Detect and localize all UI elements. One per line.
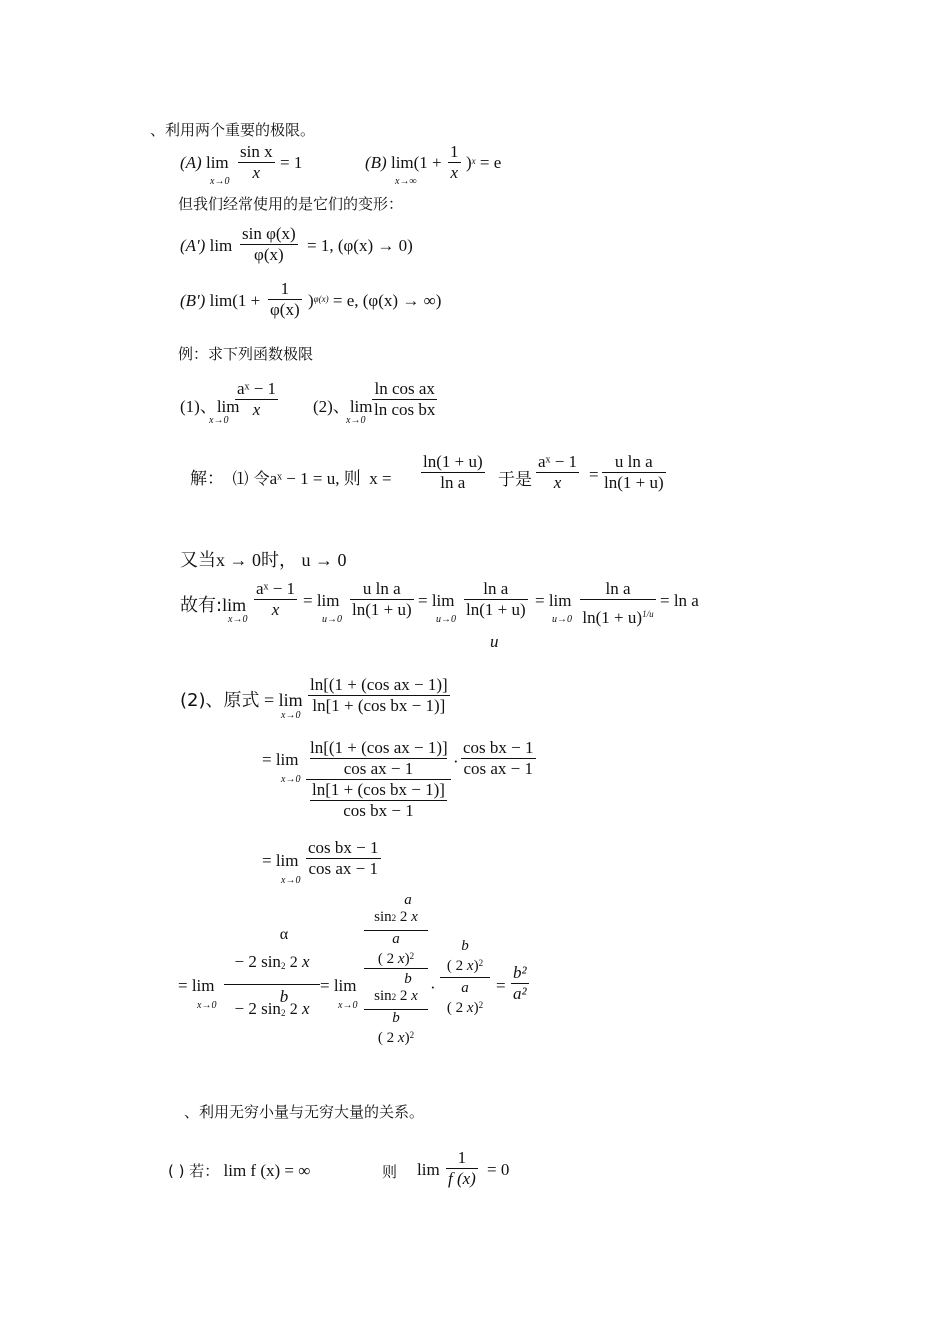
fraction xyxy=(421,452,485,493)
upper-block xyxy=(364,892,428,969)
hence-line: 故有:lim xyxy=(180,595,247,616)
denominator xyxy=(224,985,320,1027)
fraction xyxy=(254,579,297,620)
lower-part xyxy=(306,780,451,821)
a-half-sq: a ( 2 x)$^2$ xyxy=(364,930,428,968)
condition-expr: x → 0时， u → 0 xyxy=(216,550,347,570)
equals: = e xyxy=(479,153,502,172)
limit-subscript: x→0 xyxy=(210,176,230,187)
exponent: φ(x) xyxy=(313,294,329,304)
condition: = e, (φ(x) → ∞) xyxy=(332,291,442,310)
limit-subscript: x→0 xyxy=(228,614,248,625)
equals-lim: = lim xyxy=(418,591,455,610)
ratio-fraction xyxy=(440,938,490,1017)
fraction xyxy=(306,838,381,879)
numerator: sin x xyxy=(240,142,273,161)
fraction xyxy=(511,963,529,1004)
problem-label: (2)、 xyxy=(313,397,350,416)
compound-fraction xyxy=(306,738,451,821)
formula-label: (B) xyxy=(365,153,387,172)
sine-sq-b: b sin2 2 x xyxy=(374,971,418,1004)
condition: = 1, (φ(x) → 0) xyxy=(307,236,413,255)
denominator: ln cos bx xyxy=(374,400,436,419)
sine-sq-a: sin2 2 x xyxy=(374,909,418,925)
denominator: x xyxy=(271,600,280,619)
equals-zero: = 0 xyxy=(487,1160,510,1179)
alpha-half: α xyxy=(279,926,289,943)
denominator: ln(1 + u) xyxy=(352,600,412,619)
numerator: b² xyxy=(513,963,527,982)
problem-2: (2)、lim xyxy=(313,397,373,416)
equals-lim: = lim xyxy=(178,976,215,995)
problem-label: (1)、 xyxy=(180,397,217,416)
fraction xyxy=(240,224,298,265)
numerator: u ln a xyxy=(350,579,414,600)
upper-numerator: ln[(1 + (cos ax − 1)] xyxy=(310,738,448,757)
section-heading-1: 、利用两个重要的极限。 xyxy=(150,121,316,139)
example-heading: 例：求下列函数极限 xyxy=(178,345,314,363)
sine-fraction xyxy=(224,926,320,1027)
equals: = xyxy=(496,976,506,995)
limit-subscript: x→0 xyxy=(338,1000,358,1011)
numerator: cos bx − 1 xyxy=(308,838,379,857)
numerator: ln[(1 + (cos ax − 1)] xyxy=(310,675,448,694)
equals-lim: = lim xyxy=(535,591,572,610)
problem-1: (1)、lim xyxy=(180,397,240,416)
q2-line: (2)、原式 = lim xyxy=(180,690,303,711)
substitution: aˣ − 1 = u, 则 xyxy=(269,469,361,488)
numerator: u ln a xyxy=(602,452,666,473)
equals-lim: = lim xyxy=(320,976,357,995)
fraction xyxy=(536,452,579,493)
numerator: aˣ − 1 xyxy=(256,579,296,598)
upper-denominator: cos ax − 1 xyxy=(343,759,414,778)
numerator: ln(1 + u) xyxy=(423,452,483,471)
fraction xyxy=(602,452,666,493)
numerator: 1 xyxy=(446,1148,478,1169)
solution-prefix: 解： xyxy=(190,469,224,489)
x-equals: x = xyxy=(369,469,392,488)
fraction xyxy=(448,142,461,183)
numerator: ln cos ax xyxy=(372,379,437,400)
equals-lim: = lim xyxy=(262,750,299,769)
denominator: ln(1 + u) xyxy=(604,473,664,492)
nested-fraction xyxy=(364,892,428,1047)
numerator: aˣ − 1 xyxy=(538,452,578,471)
note-text: 但我们经常使用的是它们的变形： xyxy=(178,195,404,213)
numerator xyxy=(224,926,320,985)
fraction xyxy=(461,738,536,779)
fraction xyxy=(446,1148,478,1189)
denominator: x xyxy=(252,400,261,419)
expr-close xyxy=(466,153,501,173)
fraction xyxy=(268,279,302,320)
denominator: x xyxy=(252,163,261,182)
formula-A-prime: (A') lim xyxy=(180,236,233,255)
denominator: a ( 2 x)$^2$ xyxy=(446,980,484,1016)
lim-label: lim xyxy=(417,1160,440,1179)
limit-subscript: x→0 xyxy=(281,875,301,886)
lower-block xyxy=(364,971,428,1047)
limit-subscript: x→0 xyxy=(209,415,229,426)
denominator: ln a xyxy=(440,473,466,492)
b-half-sq: b ( 2 x)$^2$ xyxy=(364,1009,428,1047)
formula-B-prime xyxy=(180,291,260,311)
lower-denominator: cos bx − 1 xyxy=(343,801,414,820)
limit-subscript: x→0 xyxy=(197,1000,217,1011)
denominator-text: − 2 sin2 2 x xyxy=(234,999,310,1018)
step-label: ⑴ 令 xyxy=(232,469,270,488)
denominator: φ(x) xyxy=(254,245,284,264)
denominator: φ(x) xyxy=(270,300,300,319)
expr: lim(1 + xyxy=(390,153,442,172)
rule-line xyxy=(168,1160,310,1181)
rule-label: ( ) 若： xyxy=(168,1162,220,1180)
limit-subscript: x→0 xyxy=(281,710,301,721)
numerator: cos bx − 1 xyxy=(463,738,534,757)
exponent: x xyxy=(471,156,476,166)
fraction xyxy=(235,379,278,420)
denominator: x xyxy=(553,473,562,492)
denominator: f (x) xyxy=(448,1169,476,1188)
dot: · xyxy=(453,752,459,771)
numerator: aˣ − 1 xyxy=(237,379,277,398)
numerator: 1 xyxy=(268,279,302,300)
equals: = xyxy=(589,465,599,484)
hence-label: 故有: xyxy=(180,595,223,616)
exponent: 1/u xyxy=(642,609,654,619)
section-heading-2: 、利用无穷小量与无穷大量的关系。 xyxy=(184,1103,425,1121)
dot: · xyxy=(430,978,436,997)
fraction xyxy=(580,579,656,628)
also-label: 又当 xyxy=(180,550,216,571)
therefore-label: 于是 xyxy=(498,470,532,490)
denominator: x xyxy=(450,163,459,182)
fraction xyxy=(372,379,437,420)
formula-B xyxy=(365,153,442,173)
b-half: b xyxy=(279,987,289,1006)
limit-subscript: u→0 xyxy=(436,614,456,625)
then-label: 则 xyxy=(382,1163,398,1181)
solution-line xyxy=(190,464,392,489)
formula-label: (A') xyxy=(180,236,206,255)
numerator: sin φ(x) xyxy=(242,224,296,243)
equals: = 1 xyxy=(280,153,303,172)
equals-lim: = lim xyxy=(262,851,299,870)
lower-numerator: ln[1 + (cos bx − 1)] xyxy=(310,780,447,801)
denominator xyxy=(580,600,656,628)
denominator: ln[1 + (cos bx − 1)] xyxy=(312,696,446,715)
numerator: ln a xyxy=(464,579,528,600)
equals-lim: = lim xyxy=(303,591,340,610)
formula-label: (A) xyxy=(180,153,202,172)
fraction xyxy=(238,142,275,183)
numerator: 1 xyxy=(450,142,459,161)
denominator: cos ax − 1 xyxy=(463,759,534,778)
limit-subscript: x→0 xyxy=(281,774,301,785)
denominator: cos ax − 1 xyxy=(308,859,379,878)
inner-denominator: u xyxy=(490,632,499,651)
formula-A: (A) lim xyxy=(180,153,229,172)
rule-condition: lim f (x) = ∞ xyxy=(223,1161,311,1180)
numerator-text: − 2 sin2 2 x xyxy=(234,952,310,971)
q2-label: (2)、原式 xyxy=(180,690,260,711)
a-half: a xyxy=(404,892,412,908)
numerator: b ( 2 x)$^2$ xyxy=(440,938,490,978)
fraction xyxy=(350,579,414,620)
upper-part xyxy=(306,738,451,780)
formula-label: (B') xyxy=(180,291,206,310)
condition-line xyxy=(180,546,347,572)
denominator-base: ln(1 + u) xyxy=(582,608,643,627)
expr-close: )$^{\varphi(x)}$ = e, (φ(x) → ∞) xyxy=(308,291,442,310)
denominator: ln(1 + u) xyxy=(466,600,526,619)
limit-subscript: u→0 xyxy=(552,614,572,625)
expr: lim(1 + xyxy=(209,291,261,310)
limit-subscript: u→0 xyxy=(322,614,342,625)
fraction xyxy=(464,579,528,620)
paren: ) xyxy=(466,153,472,172)
limit-subscript: x→∞ xyxy=(395,176,417,187)
denominator: a² xyxy=(513,984,527,1003)
fraction xyxy=(308,675,450,716)
result: = ln a xyxy=(660,591,699,610)
limit-subscript: x→0 xyxy=(346,415,366,426)
numerator: ln a xyxy=(580,579,656,600)
